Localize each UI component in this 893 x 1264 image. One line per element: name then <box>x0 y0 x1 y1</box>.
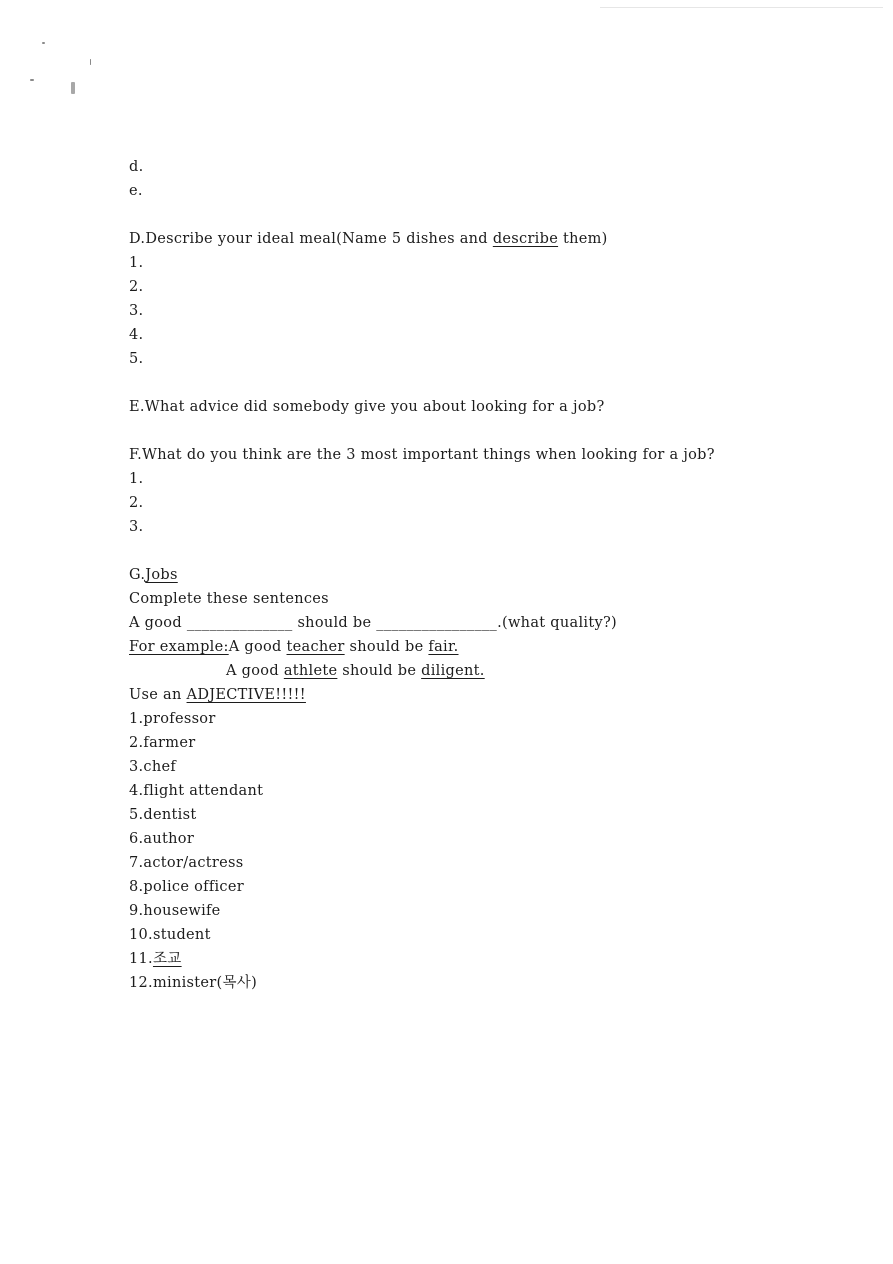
job-list-item: 2.farmer <box>129 735 196 751</box>
section-g-instruction: Complete these sentences <box>129 591 329 607</box>
section-f-item: 3. <box>129 519 144 535</box>
sentence-template <box>129 612 617 634</box>
job-list-item: 7.actor/actress <box>129 855 244 871</box>
scan-speck <box>30 79 34 81</box>
example-1-noun: teacher <box>286 639 345 655</box>
section-d-suffix: them) <box>558 231 608 247</box>
scan-speck <box>71 82 75 94</box>
section-g-title: Jobs <box>145 567 178 583</box>
template-end: .(what quality?) <box>497 615 617 631</box>
scan-edge-line <box>600 7 883 8</box>
example-2-noun: athlete <box>283 663 338 679</box>
scan-speck <box>42 42 45 44</box>
example-1-start: A good <box>228 639 287 655</box>
job-list-item: 1.professor <box>129 711 216 727</box>
section-d-item: 4. <box>129 327 144 343</box>
example-2-middle: should be <box>337 663 422 679</box>
job-list-item: 6.author <box>129 831 195 847</box>
example-2-start: A good <box>226 663 284 679</box>
section-f-question: F.What do you think are the 3 most important things when looking for a job? <box>129 447 715 463</box>
template-start: A good <box>129 615 187 631</box>
job-list-item: 5.dentist <box>129 807 197 823</box>
job-list-item: 9.housewife <box>129 903 221 919</box>
list-item-d: d. <box>129 159 144 175</box>
template-blank-job: ______________ <box>186 615 293 631</box>
section-e-question: E.What advice did somebody give you about looking for a job? <box>129 399 605 415</box>
section-d-underlined-word: describe <box>492 231 559 247</box>
example-label: For example: <box>129 639 229 655</box>
section-d-item: 2. <box>129 279 144 295</box>
job-list-item <box>129 948 182 970</box>
section-g-heading <box>129 564 178 586</box>
example-2-adjective: diligent. <box>421 663 485 679</box>
template-blank-quality: ________________ <box>376 615 498 631</box>
job-list-item: 3.chef <box>129 759 177 775</box>
section-d-heading <box>129 228 608 250</box>
example-1-middle: should be <box>344 639 429 655</box>
example-1-adjective: fair. <box>428 639 459 655</box>
template-middle: should be <box>292 615 377 631</box>
example-line-2 <box>226 660 485 682</box>
section-f-item: 2. <box>129 495 144 511</box>
adjective-reminder <box>129 684 306 706</box>
section-f-item: 1. <box>129 471 144 487</box>
adjective-reminder-word: ADJECTIVE!!!!! <box>186 687 306 703</box>
job-list-item: 8.police officer <box>129 879 244 895</box>
section-g-prefix: G. <box>129 567 146 583</box>
job-list-item: 10.student <box>129 927 211 943</box>
adjective-reminder-prefix: Use an <box>129 687 187 703</box>
job-list-item: 12.minister(목사) <box>129 975 258 991</box>
job-11-word: 조교 <box>152 951 182 967</box>
list-item-e: e. <box>129 183 143 199</box>
job-11-number: 11. <box>129 951 153 967</box>
example-line-1 <box>129 636 459 658</box>
section-d-item: 3. <box>129 303 144 319</box>
scan-speck <box>90 59 91 65</box>
job-list-item: 4.flight attendant <box>129 783 264 799</box>
section-d-prefix: D.Describe your ideal meal(Name 5 dishes and <box>129 231 493 247</box>
section-d-item: 1. <box>129 255 144 271</box>
section-d-item: 5. <box>129 351 144 367</box>
